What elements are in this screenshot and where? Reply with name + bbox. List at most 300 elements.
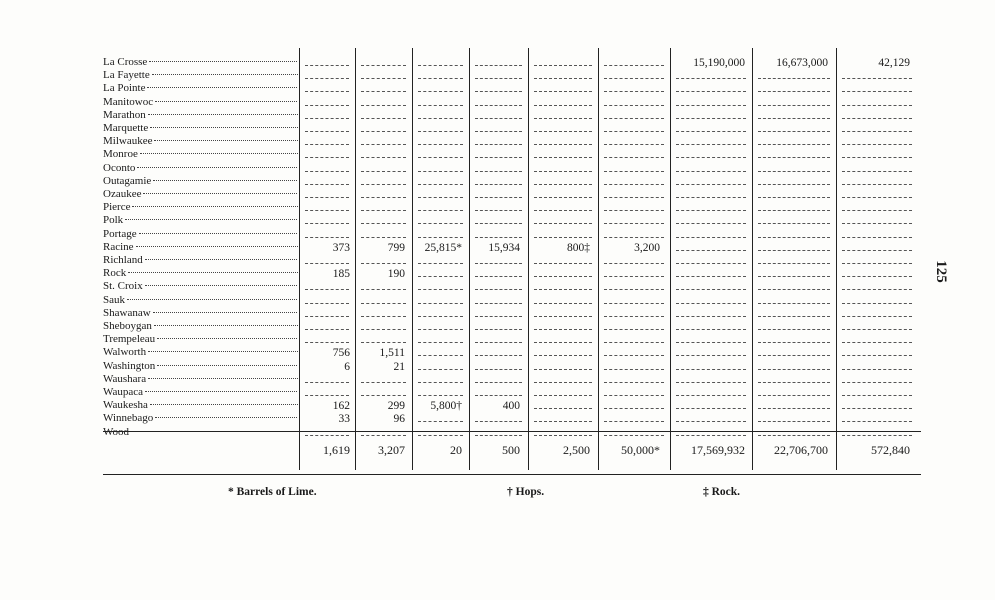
empty-cell-dashes [361, 210, 406, 211]
empty-cell-dashes [758, 316, 830, 317]
empty-cell-dashes [842, 342, 912, 343]
leader-dots [155, 101, 298, 102]
empty-cell-dashes [604, 342, 664, 343]
footnote-hops: † Hops. [507, 486, 545, 498]
empty-cell-dashes [418, 171, 463, 172]
county-name: St. Croix [103, 280, 143, 293]
empty-cell-dashes [758, 355, 830, 356]
empty-cell-dashes [534, 237, 592, 238]
empty-cell-dashes [305, 435, 349, 436]
empty-cell-dashes [475, 118, 522, 119]
row-label [103, 228, 298, 241]
row-label [103, 373, 298, 386]
empty-cell-dashes [361, 197, 406, 198]
empty-cell-dashes [418, 303, 463, 304]
row-label [103, 109, 298, 122]
empty-cell-dashes [361, 105, 406, 106]
empty-cell-dashes [758, 118, 830, 119]
empty-cell-dashes [758, 144, 830, 145]
empty-cell-dashes [475, 303, 522, 304]
county-name: Waukesha [103, 399, 148, 412]
table-cell: 15,190,000 [693, 57, 745, 69]
empty-cell-dashes [758, 197, 830, 198]
column-rule [412, 48, 413, 470]
empty-cell-dashes [361, 171, 406, 172]
empty-cell-dashes [676, 91, 746, 92]
empty-cell-dashes [842, 118, 912, 119]
empty-cell-dashes [534, 197, 592, 198]
empty-cell-dashes [475, 210, 522, 211]
empty-cell-dashes [842, 131, 912, 132]
empty-cell-dashes [676, 408, 746, 409]
leader-dots [153, 180, 298, 181]
county-name: Monroe [103, 148, 138, 161]
county-name: Marathon [103, 108, 146, 121]
empty-cell-dashes [305, 382, 349, 383]
empty-cell-dashes [534, 316, 592, 317]
table-cell: 756 [332, 347, 350, 360]
leader-dots [154, 325, 298, 326]
empty-cell-dashes [842, 157, 912, 158]
empty-cell-dashes [475, 342, 522, 343]
empty-cell-dashes [604, 105, 664, 106]
empty-cell-dashes [676, 210, 746, 211]
empty-cell-dashes [418, 382, 463, 383]
column-rule [752, 48, 753, 470]
county-name: La Pointe [103, 82, 146, 95]
row-label [103, 386, 298, 399]
total-cell: 50,000* [621, 443, 660, 457]
leader-dots [145, 285, 298, 286]
empty-cell-dashes [305, 78, 349, 79]
empty-cell-dashes [534, 342, 592, 343]
row-label [103, 412, 298, 425]
empty-cell-dashes [758, 237, 830, 238]
empty-cell-dashes [842, 355, 912, 356]
empty-cell-dashes [842, 91, 912, 92]
row-label [103, 426, 298, 439]
county-name: Washington [103, 359, 156, 372]
leader-dots [136, 246, 298, 247]
row-label [103, 280, 298, 293]
row-label [103, 346, 298, 359]
leader-dots [145, 259, 298, 260]
row-label [103, 241, 298, 254]
county-name: Waushara [103, 372, 147, 385]
empty-cell-dashes [361, 289, 406, 290]
empty-cell-dashes [475, 184, 522, 185]
leader-dots [148, 114, 298, 115]
empty-cell-dashes [676, 250, 746, 251]
empty-cell-dashes [475, 289, 522, 290]
county-name: Shawanaw [103, 306, 151, 319]
row-label [103, 254, 298, 267]
empty-cell-dashes [475, 369, 522, 370]
empty-cell-dashes [758, 408, 830, 409]
table-cell: 16,673,000 [776, 57, 828, 69]
row-label [103, 333, 298, 346]
empty-cell-dashes [534, 355, 592, 356]
table-cell: 21 [393, 360, 405, 373]
empty-cell-dashes [604, 263, 664, 264]
row-label [103, 122, 298, 135]
table-cell: 400 [502, 400, 520, 413]
row-label [103, 214, 298, 227]
empty-cell-dashes [758, 105, 830, 106]
table-cell: 185 [332, 268, 350, 281]
empty-cell-dashes [475, 157, 522, 158]
table-cell: 373 [332, 241, 350, 254]
leader-dots [137, 167, 298, 168]
leader-dots [140, 153, 298, 154]
empty-cell-dashes [418, 184, 463, 185]
county-name: Manitowoc [103, 95, 154, 108]
row-label [103, 267, 298, 280]
empty-cell-dashes [418, 157, 463, 158]
empty-cell-dashes [676, 237, 746, 238]
empty-cell-dashes [305, 91, 349, 92]
empty-cell-dashes [305, 105, 349, 106]
empty-cell-dashes [758, 171, 830, 172]
empty-cell-dashes [676, 78, 746, 79]
total-cell: 2,500 [563, 443, 590, 457]
county-name: Pierce [103, 201, 131, 214]
empty-cell-dashes [475, 395, 522, 396]
empty-cell-dashes [534, 144, 592, 145]
empty-cell-dashes [534, 78, 592, 79]
leader-dots [128, 272, 298, 273]
empty-cell-dashes [475, 197, 522, 198]
empty-cell-dashes [676, 131, 746, 132]
empty-cell-dashes [676, 171, 746, 172]
empty-cell-dashes [475, 131, 522, 132]
empty-cell-dashes [534, 303, 592, 304]
empty-cell-dashes [305, 65, 349, 66]
column-rule [469, 48, 470, 470]
leader-dots [149, 61, 298, 62]
column-rule [528, 48, 529, 470]
empty-cell-dashes [842, 435, 912, 436]
empty-cell-dashes [534, 395, 592, 396]
empty-cell-dashes [758, 210, 830, 211]
row-label [103, 162, 298, 175]
total-cell: 3,207 [378, 443, 405, 457]
county-name: Outagamie [103, 174, 152, 187]
empty-cell-dashes [676, 276, 746, 277]
empty-cell-dashes [604, 118, 664, 119]
empty-cell-dashes [676, 342, 746, 343]
page-number: 125 [932, 260, 949, 283]
empty-cell-dashes [475, 421, 522, 422]
empty-cell-dashes [534, 65, 592, 66]
empty-cell-dashes [418, 435, 463, 436]
empty-cell-dashes [604, 408, 664, 409]
empty-cell-dashes [305, 395, 349, 396]
empty-cell-dashes [758, 157, 830, 158]
empty-cell-dashes [361, 65, 406, 66]
row-label [103, 175, 298, 188]
empty-cell-dashes [305, 342, 349, 343]
leader-dots [153, 312, 298, 313]
empty-cell-dashes [475, 237, 522, 238]
empty-cell-dashes [361, 223, 406, 224]
table-cell: 1,511 [379, 347, 405, 360]
empty-cell-dashes [842, 184, 912, 185]
empty-cell-dashes [418, 276, 463, 277]
table-cell: 190 [387, 268, 405, 281]
leader-dots [155, 417, 298, 418]
empty-cell-dashes [361, 118, 406, 119]
table-cell: 96 [393, 413, 405, 426]
empty-cell-dashes [604, 421, 664, 422]
county-name: La Crosse [103, 56, 148, 68]
empty-cell-dashes [418, 105, 463, 106]
empty-cell-dashes [534, 435, 592, 436]
empty-cell-dashes [305, 197, 349, 198]
leader-dots [157, 338, 298, 339]
empty-cell-dashes [418, 144, 463, 145]
county-name: Wood [103, 425, 130, 438]
empty-cell-dashes [418, 118, 463, 119]
empty-cell-dashes [361, 395, 406, 396]
empty-cell-dashes [305, 223, 349, 224]
leader-dots [154, 140, 298, 141]
county-name: Marquette [103, 122, 149, 134]
empty-cell-dashes [758, 276, 830, 277]
empty-cell-dashes [361, 78, 406, 79]
empty-cell-dashes [534, 131, 592, 132]
county-name: Oconto [103, 161, 136, 174]
empty-cell-dashes [418, 316, 463, 317]
empty-cell-dashes [676, 382, 746, 383]
empty-cell-dashes [676, 144, 746, 145]
empty-cell-dashes [842, 144, 912, 145]
county-name: Milwaukee [103, 135, 153, 148]
empty-cell-dashes [842, 78, 912, 79]
empty-cell-dashes [758, 184, 830, 185]
leader-dots [125, 219, 298, 220]
table-cell: 6 [344, 360, 350, 373]
empty-cell-dashes [842, 329, 912, 330]
row-label [103, 294, 298, 307]
empty-cell-dashes [418, 369, 463, 370]
empty-cell-dashes [418, 91, 463, 92]
empty-cell-dashes [758, 421, 830, 422]
empty-cell-dashes [361, 184, 406, 185]
county-name: Sauk [103, 293, 125, 306]
empty-cell-dashes [676, 329, 746, 330]
empty-cell-dashes [475, 223, 522, 224]
empty-cell-dashes [534, 118, 592, 119]
row-label [103, 82, 298, 95]
column-rule [836, 48, 837, 470]
empty-cell-dashes [305, 157, 349, 158]
county-name: Richland [103, 254, 143, 266]
empty-cell-dashes [604, 276, 664, 277]
empty-cell-dashes [305, 171, 349, 172]
empty-cell-dashes [604, 223, 664, 224]
column-rule [598, 48, 599, 470]
empty-cell-dashes [418, 263, 463, 264]
county-name: Trempeleau [103, 333, 156, 346]
empty-cell-dashes [534, 263, 592, 264]
leader-dots [145, 391, 298, 392]
column-rule [299, 48, 300, 470]
table-cell: 800‡ [567, 241, 590, 254]
table-cell: 299 [387, 400, 405, 413]
horizontal-rule [103, 474, 921, 475]
row-label [103, 56, 298, 69]
leader-dots [143, 193, 298, 194]
empty-cell-dashes [305, 316, 349, 317]
empty-cell-dashes [534, 369, 592, 370]
empty-cell-dashes [305, 131, 349, 132]
row-label [103, 307, 298, 320]
row-label [103, 135, 298, 148]
table-cell: 799 [387, 241, 405, 254]
empty-cell-dashes [676, 421, 746, 422]
empty-cell-dashes [758, 223, 830, 224]
total-cell: 17,569,932 [691, 443, 745, 457]
empty-cell-dashes [418, 131, 463, 132]
empty-cell-dashes [676, 184, 746, 185]
empty-cell-dashes [361, 382, 406, 383]
row-label [103, 148, 298, 161]
empty-cell-dashes [475, 171, 522, 172]
empty-cell-dashes [475, 91, 522, 92]
empty-cell-dashes [418, 197, 463, 198]
leader-dots [132, 206, 298, 207]
empty-cell-dashes [361, 144, 406, 145]
empty-cell-dashes [534, 105, 592, 106]
empty-cell-dashes [604, 382, 664, 383]
empty-cell-dashes [842, 197, 912, 198]
total-cell: 500 [502, 443, 520, 457]
county-name: Portage [103, 227, 137, 240]
empty-cell-dashes [676, 157, 746, 158]
empty-cell-dashes [842, 263, 912, 264]
empty-cell-dashes [842, 237, 912, 238]
empty-cell-dashes [361, 316, 406, 317]
empty-cell-dashes [475, 276, 522, 277]
empty-cell-dashes [604, 197, 664, 198]
empty-cell-dashes [604, 435, 664, 436]
empty-cell-dashes [361, 237, 406, 238]
county-name: Ozaukee [103, 188, 142, 200]
empty-cell-dashes [842, 408, 912, 409]
empty-cell-dashes [604, 237, 664, 238]
empty-cell-dashes [475, 144, 522, 145]
empty-cell-dashes [676, 355, 746, 356]
empty-cell-dashes [418, 237, 463, 238]
empty-cell-dashes [534, 276, 592, 277]
empty-cell-dashes [305, 144, 349, 145]
row-label [103, 399, 298, 412]
total-cell: 1,619 [323, 443, 350, 457]
empty-cell-dashes [842, 276, 912, 277]
empty-cell-dashes [361, 303, 406, 304]
leader-dots [150, 404, 298, 405]
row-label [103, 69, 298, 82]
column-rule [355, 48, 356, 470]
empty-cell-dashes [604, 303, 664, 304]
empty-cell-dashes [604, 210, 664, 211]
empty-cell-dashes [475, 329, 522, 330]
empty-cell-dashes [676, 118, 746, 119]
county-name: Rock [103, 267, 127, 280]
empty-cell-dashes [475, 382, 522, 383]
table-cell: 3,200 [634, 241, 660, 254]
empty-cell-dashes [361, 342, 406, 343]
empty-cell-dashes [475, 316, 522, 317]
empty-cell-dashes [534, 171, 592, 172]
empty-cell-dashes [676, 435, 746, 436]
row-label [103, 96, 298, 109]
leader-dots [148, 351, 298, 352]
row-label [103, 320, 298, 333]
footnote-rock: ‡ Rock. [703, 486, 741, 498]
county-name: Racine [103, 240, 134, 253]
empty-cell-dashes [305, 210, 349, 211]
county-name: Winnebago [103, 412, 154, 425]
empty-cell-dashes [418, 65, 463, 66]
empty-cell-dashes [475, 435, 522, 436]
row-label [103, 188, 298, 201]
empty-cell-dashes [842, 421, 912, 422]
empty-cell-dashes [534, 184, 592, 185]
empty-cell-dashes [842, 171, 912, 172]
empty-cell-dashes [475, 105, 522, 106]
empty-cell-dashes [604, 316, 664, 317]
table-cell: 162 [332, 400, 350, 413]
county-name: La Fayette [103, 69, 150, 82]
empty-cell-dashes [842, 105, 912, 106]
empty-cell-dashes [758, 289, 830, 290]
footnote-lime: * Barrels of Lime. [228, 486, 317, 498]
column-rule [670, 48, 671, 470]
empty-cell-dashes [676, 289, 746, 290]
empty-cell-dashes [418, 421, 463, 422]
empty-cell-dashes [842, 382, 912, 383]
empty-cell-dashes [418, 355, 463, 356]
table-cell: 15,934 [488, 241, 520, 254]
empty-cell-dashes [758, 131, 830, 132]
empty-cell-dashes [305, 289, 349, 290]
table-cell: 5,800† [430, 400, 462, 413]
empty-cell-dashes [361, 131, 406, 132]
empty-cell-dashes [842, 223, 912, 224]
leader-dots [152, 74, 298, 75]
empty-cell-dashes [418, 210, 463, 211]
empty-cell-dashes [604, 171, 664, 172]
empty-cell-dashes [534, 382, 592, 383]
empty-cell-dashes [361, 329, 406, 330]
empty-cell-dashes [418, 78, 463, 79]
leader-dots [148, 378, 298, 379]
total-cell: 572,840 [871, 443, 910, 457]
empty-cell-dashes [604, 144, 664, 145]
empty-cell-dashes [676, 369, 746, 370]
empty-cell-dashes [534, 329, 592, 330]
total-cell: 22,706,700 [774, 443, 828, 457]
total-cell: 20 [450, 443, 462, 457]
table-cell: 25,815* [424, 241, 462, 254]
empty-cell-dashes [842, 395, 912, 396]
empty-cell-dashes [534, 289, 592, 290]
empty-cell-dashes [418, 342, 463, 343]
empty-cell-dashes [604, 289, 664, 290]
empty-cell-dashes [361, 263, 406, 264]
